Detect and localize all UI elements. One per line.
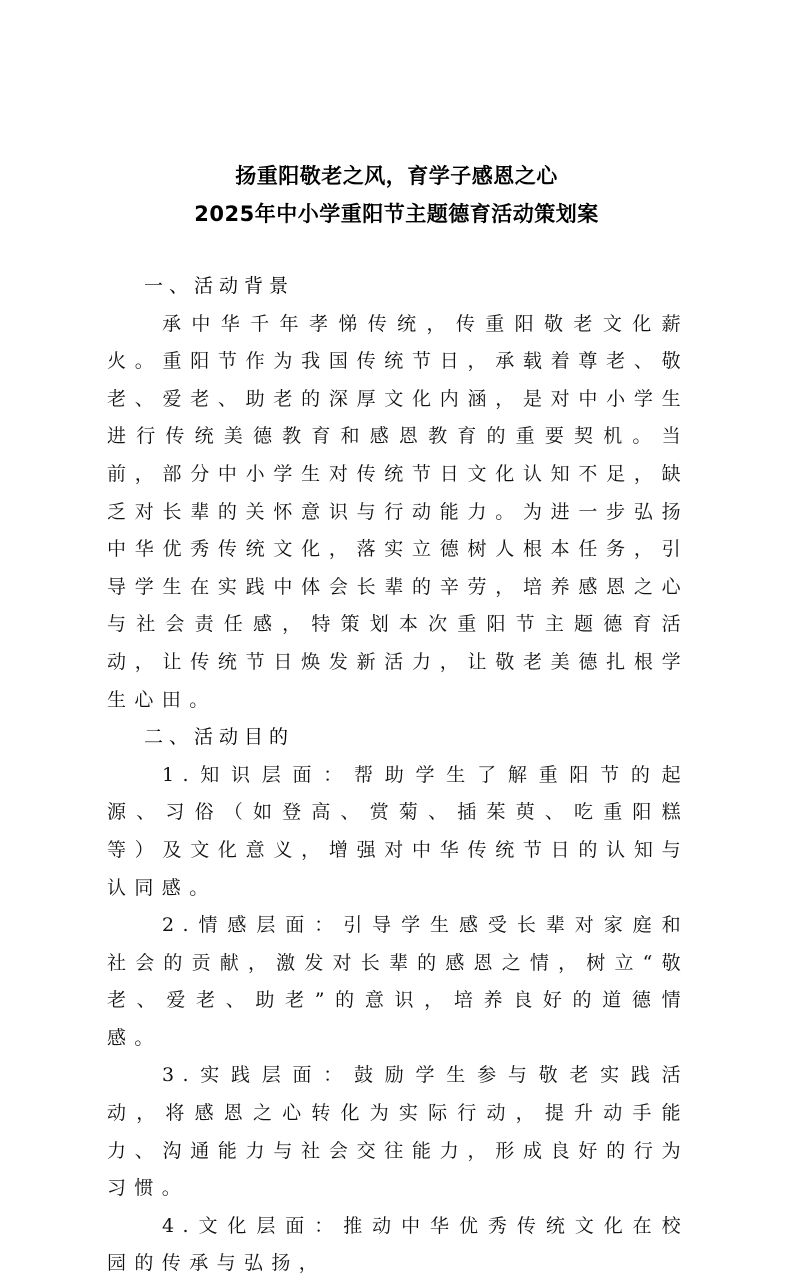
objective-emotion: 2.情感层面：引导学生感受长辈对家庭和社会的贡献，激发对长辈的感恩之情，树立“敬老、爱老、助老”的意识，培养良好的道德情感。	[107, 914, 689, 1049]
document-body	[107, 268, 689, 1283]
background-paragraph: 承中华千年孝悌传统，传重阳敬老文化薪火。重阳节作为我国传统节日，承载着尊老、敬老、爱老、助老的深厚文化内涵，是对中小学生进行传统美德教育和感恩教育的重要契机。当前，部分中小学生对传统节日文化认知不足，缺乏对长辈的关怀意识与行动能力。为进一步弘扬中华优秀传统文化，落实立德树人根本任务，引导学生在实践中体会长辈的辛劳，培养感恩之心与社会责任感，特策划本次重阳节主题德育活动，让传统节日焕发新活力，让敬老美德扎根学生心田。	[107, 312, 689, 711]
document-title	[0, 157, 793, 233]
section-heading-objectives: 二、活动目的	[144, 726, 295, 749]
objective-culture: 4.文化层面：推动中华优秀传统文化在校园的传承与弘扬，	[107, 1214, 689, 1275]
title-line-2: 2025年中小学重阳节主题德育活动策划案	[194, 202, 599, 226]
objective-practice: 3.实践层面：鼓励学生参与敬老实践活动，将感恩之心转化为实际行动，提升动手能力、沟通能力与社会交往能力，形成良好的行为习惯。	[107, 1064, 689, 1200]
title-line-1: 扬重阳敬老之风，育学子感恩之心	[235, 164, 558, 188]
objective-knowledge: 1.知识层面：帮助学生了解重阳节的起源、习俗（如登高、赏菊、插茱萸、吃重阳糕等）及文化意义，增强对中华传统节日的认知与认同感。	[107, 763, 689, 899]
section-heading-background: 一、活动背景	[144, 275, 295, 297]
